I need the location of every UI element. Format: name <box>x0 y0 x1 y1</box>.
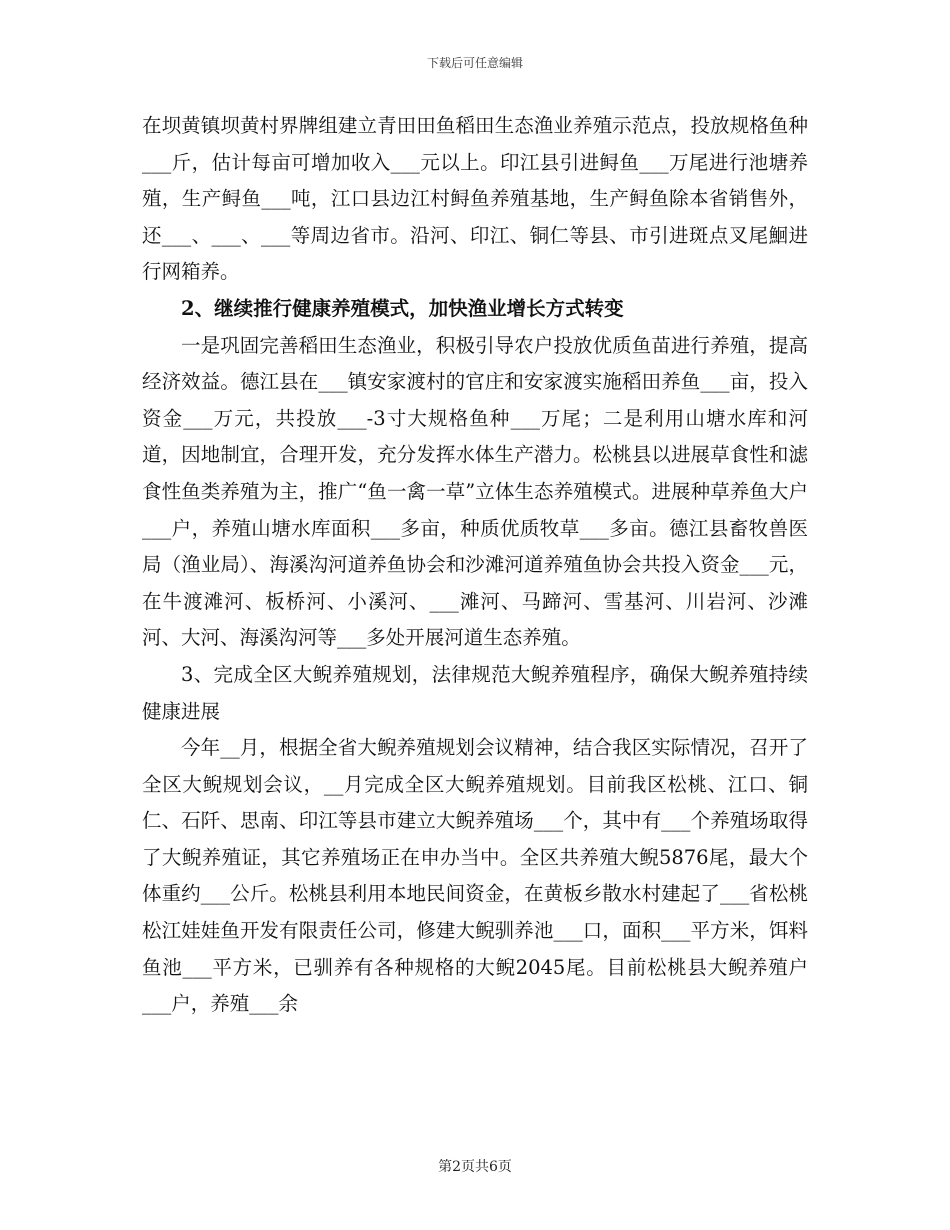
section-heading-healthy-farming: 2、继续推行健康养殖模式，加快渔业增长方式转变 <box>181 296 624 320</box>
document-body <box>142 108 808 1023</box>
paragraph-rice-field-ecology: 一是巩固完善稻田生态渔业，积极引导农户投放优质鱼苗进行养殖，提高经济效益。德江县在___镇安家渡村的官庄和安家渡实施稻田养鱼___亩，投入资金___万元，共投放___-3寸大规格鱼种___万尾；二是利用山塘水库和河道，因地制宜，合理开发，充分发挥水体生产潜力。松桃县以进展草食性和滤食性鱼类养殖为主，推广“鱼一禽一草”立体生态养殖模式。进展种草养鱼大户___户，养殖山塘水库面积___多亩，种质优质牧草___多亩。德江县畜牧兽医局（渔业局）、海溪沟河道养鱼协会和沙滩河道养殖鱼协会共投入资金___元，在牛渡滩河、板桥河、小溪河、___滩河、马蹄河、雪基河、川岩河、沙滩河、大河、海溪沟河等___多处开展河道生态养殖。 <box>142 333 808 650</box>
paragraph-salamander-farming: 今年__月，根据全省大鲵养殖规划会议精神，结合我区实际情况，召开了全区大鲵规划会议，__月完成全区大鲵养殖规划。目前我区松桃、江口、铜仁、石阡、思南、印江等县市建立大鲵养殖场___个，其中有___个养殖场取得了大鲵养殖证，其它养殖场正在申办当中。全区共养殖大鲵5876尾，最大个体重约___公斤。松桃县利用本地民间资金，在黄板乡散水村建起了___省松桃松江娃娃鱼开发有限责任公司，修建大鲵驯养池___口，面积___平方米，饵料鱼池___平方米，已驯养有各种规格的大鲵2045尾。目前松桃县大鲵养殖户___户，养殖___余 <box>142 736 808 1016</box>
page-header: 下载后可任意编辑 <box>426 56 523 70</box>
section-heading-salamander-planning: 3、完成全区大鲵养殖规划，法律规范大鲵养殖程序，确保大鲵养殖持续健康进展 <box>142 662 808 723</box>
paragraph-fish-rice-demo: 在坝黄镇坝黄村界牌组建立青田田鱼稻田生态渔业养殖示范点，投放规格鱼种___斤，估计每亩可增加收入___元以上。印江县引进鲟鱼___万尾进行池塘养殖，生产鲟鱼___吨，江口县边江村鲟鱼养殖基地，生产鲟鱼除本省销售外，还___、___、___等周边省市。沿河、印江、铜仁等县、市引进斑点叉尾鮰进行网箱养。 <box>142 114 808 284</box>
page-number-footer: 第2页共6页 <box>438 1159 512 1175</box>
